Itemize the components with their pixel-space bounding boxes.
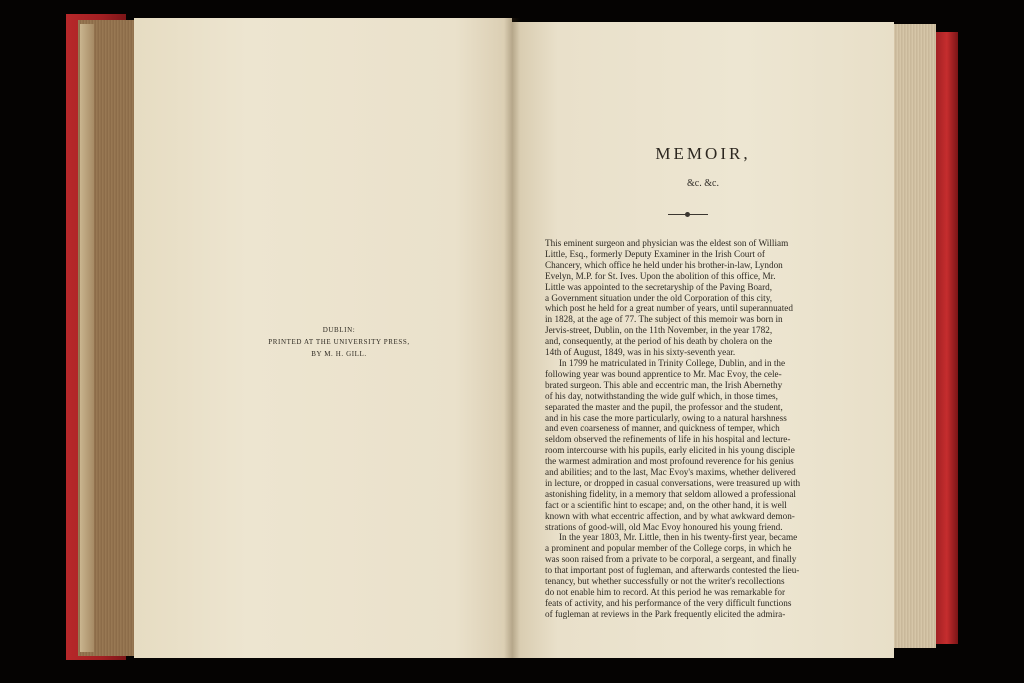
text-line: In the year 1803, Mr. Little, then in his twenty-first year, became bbox=[559, 532, 798, 543]
text-line: In 1799 he matriculated in Trinity College, Dublin, and in the bbox=[559, 357, 786, 368]
text-line: seldom observed the refinements of life in his hospital and lecture- bbox=[545, 434, 791, 445]
text-line: astonishing fidelity, in a memory that seldom allowed a professional bbox=[545, 488, 796, 499]
text-line: feats of activity, and his performance of the very difficult functions bbox=[545, 597, 792, 608]
text-line: and in his case the more particularly, owing to a natural harshness bbox=[545, 412, 787, 423]
imprint-line: BY M. H. GILL. bbox=[311, 350, 367, 358]
page-title: MEMOIR, bbox=[655, 144, 751, 163]
text-line: following year was bound apprentice to Mr. Mac Evoy, the cele- bbox=[545, 368, 782, 379]
text-line: tenancy, but whether successfully or not the writer's recollections bbox=[545, 576, 785, 587]
text-line: Chancery, which office he held under his brother-in-law, Lyndon bbox=[545, 259, 783, 270]
page-edges-right bbox=[892, 24, 936, 648]
text-line: in 1828, at the age of 77. The subject of this memoir was born in bbox=[545, 314, 783, 325]
text-line: in lecture, or dropped in casual conversations, were treasured up with bbox=[545, 477, 801, 488]
text-line: separated the master and the pupil, the professor and the student, bbox=[545, 401, 783, 412]
text-line: a Government situation under the old Corporation of this city, bbox=[545, 292, 773, 303]
text-line: and even coarseness of manner, and quickness of temper, which bbox=[545, 423, 780, 434]
page-edges-left-inner bbox=[80, 24, 94, 652]
printer-imprint bbox=[134, 324, 544, 360]
page-subtitle: &c. &c. bbox=[687, 178, 719, 189]
text-line: known with what eccentric affection, and by what awkward demon- bbox=[545, 510, 795, 521]
text-line: brated surgeon. This able and eccentric man, the Irish Abernethy bbox=[545, 379, 783, 390]
memoir-body-text bbox=[545, 238, 835, 620]
text-line: This eminent surgeon and physician was the eldest son of William bbox=[545, 238, 789, 248]
imprint-line: DUBLIN: bbox=[322, 326, 356, 334]
text-line: of fugleman at reviews in the Park frequently elicited the admira- bbox=[545, 608, 786, 619]
text-line: the warmest admiration and most profound reverence for his genius bbox=[545, 456, 794, 467]
text-line: Evelyn, M.P. for St. Ives. Upon the abolition of this office, Mr. bbox=[545, 270, 776, 281]
text-line: Jervis-street, Dublin, on the 11th November, in the year 1782, bbox=[545, 325, 773, 336]
text-line: to that important post of fugleman, and afterwards contested the lieu- bbox=[545, 565, 800, 576]
imprint-line: PRINTED AT THE UNIVERSITY PRESS, bbox=[268, 338, 410, 346]
text-line: and abilities; and to the last, Mac Evoy's maxims, whether delivered bbox=[545, 467, 796, 478]
text-line: Little, Esq., formerly Deputy Examiner in the Irish Court of bbox=[545, 248, 765, 259]
text-line: fact or a scientific hint to escape; and, on the other hand, it is well bbox=[545, 499, 787, 510]
text-line: strations of good-will, old Mac Evoy honoured his young friend. bbox=[545, 521, 783, 532]
text-line: 14th of August, 1849, was in his sixty-seventh year. bbox=[545, 347, 736, 358]
text-line: which post he held for a great number of years, until superannuated bbox=[545, 303, 793, 314]
text-line: Little was appointed to the secretaryship of the Paving Board, bbox=[545, 281, 773, 292]
text-line: was soon raised from a private to be corporal, a sergeant, and finally bbox=[545, 554, 797, 565]
text-line: do not enable him to record. At this period he was remarkable for bbox=[545, 587, 786, 597]
text-line: of his day, notwithstanding the wide gulf which, in those times, bbox=[545, 390, 778, 401]
text-line: a prominent and popular member of the College corps, in which he bbox=[545, 543, 792, 554]
ornamental-rule-dot bbox=[685, 212, 690, 217]
text-line: and, consequently, at the period of his death by cholera on the bbox=[545, 336, 773, 347]
text-line: room intercourse with his pupils, early elicited in his young disciple bbox=[545, 445, 795, 456]
